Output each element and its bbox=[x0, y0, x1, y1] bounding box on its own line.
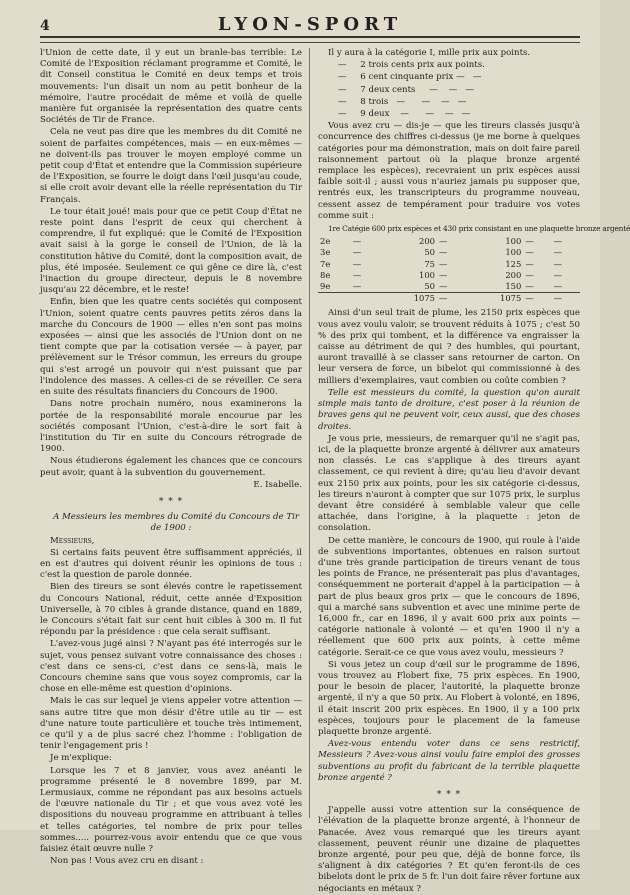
prize-table-heading: 1re Catégie 600 prix espèces et 430 prix consistant en une plaquette bronze argenté bbox=[328, 224, 630, 234]
paragraph: Mais le cas sur lequel je viens appeler votre attention — sans autre titre que mon désir d'être utile au tir — est d'une nature toute particulière et touche très intimement, ce qu'il y a de plus sacré chez l'homme : l'obligation de tenir l'engagement pris ! bbox=[40, 696, 302, 752]
table-cell: 150 bbox=[505, 281, 522, 292]
table-cell: — bbox=[553, 258, 563, 269]
table-row bbox=[318, 259, 580, 270]
table-cell: 2e bbox=[320, 236, 331, 247]
table-cell: — bbox=[352, 236, 362, 247]
paragraph: Ainsi d'un seul trait de plume, les 2150 prix espèces que vous avez voulu valoir, se trouvent réduits à 1075 ; c'est 50 % des prix qui tombent, et la différence va engraisser la caisse au détriment de qui ? des humbles, qui pourtant, auront travaillé à se classer sans retourner de carton. On leur versera de force, un bibelot qui commissionné à des milliers d'exemplaires, vaut combien ou coûte combien ? bbox=[318, 308, 580, 386]
table-cell: 3e bbox=[320, 247, 331, 258]
table-cell: — bbox=[439, 281, 448, 292]
masthead: LYON-SPORT bbox=[217, 14, 403, 35]
table-cell: — bbox=[553, 236, 563, 247]
table-cell: 200 bbox=[505, 269, 522, 280]
table-cell: — bbox=[525, 236, 534, 247]
table-cell: — bbox=[352, 281, 362, 292]
header-rule bbox=[40, 42, 580, 43]
paragraph: Le tour était joué! mais pour que ce petit Coup d'État ne reste point dans l'esprit de ceux qui cherchent à comprendre, il fut expliqué: que le Comité de l'Exposition avait saisi à la gorge le conseil de l'Union, de là la constitution hâtive du Comité, dont la composition avait, de plus, été imposée. Seulement ce qui gêne ce dire là, c'est l'inaction du groupe directeur, depuis le 8 novembre jusqu'au 22 décembre, et le reste! bbox=[40, 206, 302, 296]
table-cell: — bbox=[525, 247, 534, 258]
table-cell: 1075 bbox=[379, 293, 437, 305]
salutation: Messieurs, bbox=[50, 535, 95, 546]
prize-table bbox=[318, 236, 580, 304]
table-row bbox=[318, 247, 580, 258]
table-cell: — bbox=[352, 269, 362, 280]
paragraph: Avez-vous entendu voter dans ce sens restrictif, Messieurs ? Avez-vous ainsi voulu faire emploi des grosses subventions au profit du fabricant de la terrible plaquette bronze argenté ? bbox=[318, 739, 580, 783]
paragraph: Non pas ! Vous avez cru en disant : bbox=[50, 856, 204, 867]
table-cell: 50 bbox=[424, 247, 436, 258]
table-row bbox=[318, 270, 580, 281]
table-cell: — bbox=[439, 247, 448, 258]
paragraph: Il y aura à la catégorie I, mille prix aux points. bbox=[328, 48, 531, 58]
section-separator: * * * bbox=[158, 496, 184, 507]
column-divider bbox=[309, 48, 310, 818]
paragraph: Enfin, bien que les quatre cents sociétés qui composent l'Union, soient quatre cents pauvres petits zéros dans la marche du Concours de 1900 — elles n'en sont pas moins exposées — ainsi que les associés de l'Union dont on ne tient compte que par la cotisation versée — à payer, par prélèvement sur le Trésor commun, les erreurs du groupe qui s'est arrogé un pouvoir qui n'est puissant que par l'indolence des masses. A celles-ci de se réveiller. Ce sera en suite des résultats financiers du Concours de 1900. bbox=[40, 297, 302, 398]
page-header bbox=[40, 16, 580, 38]
prize-line: — 2 trois cents prix aux points. bbox=[338, 60, 485, 71]
table-cell: 50 bbox=[424, 281, 436, 292]
paragraph: Si vous jetez un coup d'œil sur le programme de 1896, vous trouvez au Flobert fixe, 75 prix espèces. En 1900, pour le besoin de placer, l'autorité, la plaquette bronze argenté, il n'y a que 50 prix. Au Flobert à volonté, en 1896, il était inscrit 200 prix espèces. En 1900, il y a 100 prix espèces, toujours pour le placement de la fameuse plaquette bronze argenté. bbox=[318, 659, 580, 737]
section-separator: * * * bbox=[436, 790, 462, 800]
table-cell: 1075 bbox=[465, 293, 523, 305]
prize-line: — 7 deux cents — — — bbox=[338, 84, 475, 95]
table-cell: 9e bbox=[320, 281, 331, 292]
table-cell: — bbox=[437, 293, 465, 305]
table-cell: — bbox=[525, 258, 534, 269]
paragraph: Nous étudierons également les chances que ce concours peut avoir, quant à la subvention du gouvernement. bbox=[40, 456, 302, 478]
table-cell: — bbox=[439, 269, 448, 280]
table-cell: 75 bbox=[424, 258, 436, 269]
paragraph: De cette manière, le concours de 1900, qui roule à l'aide de subventions importantes, obtenues en raison surtout d'une très grande participation de tireurs venant de tous les points de France, ne présenterait pas plus d'avantages, conséquemment ne porterait d'appel à la participation — à part de plus beaux gros prix — que le concours de 1896, qui a marché sans subvention et avec une minime perte de 16,000 fr., car en 1896, il y avait 600 prix aux points — catégorie nationale à volonté — et qu'en 1900 il n'y a réellement que 600 prix aux points, à cette même catégorie. Serait-ce ce que vous avez voulu, messieurs ? bbox=[318, 535, 580, 658]
table-cell: — bbox=[352, 247, 362, 258]
prize-line: — 6 cent cinquante prix — — bbox=[338, 72, 482, 83]
table-cell: — bbox=[552, 293, 580, 305]
paragraph: L'avez-vous jugé ainsi ? N'ayant pas été interrogés sur le sujet, vous pensez suivant votre connaissance des choses : c'est dans ce sens-ci, c'est dans ce sens-là, mais le Concours chemine sans que vous soyez compromis, car la chose en elle-même est question d'opinions. bbox=[40, 639, 302, 695]
paragraph: Je m'explique: bbox=[50, 753, 112, 764]
signature: E. Isabelle. bbox=[253, 479, 302, 490]
paragraph: J'appelle aussi votre attention sur la conséquence de l'élévation de la plaquette bronze argenté, à l'honneur de Panacée. Avez vous remarqué que les tireurs ayant classement, peuvent réunir une dizaine de plaquettes bronze argenté, pour peu que, déjà de bonne force, ils s'alignent à dix catégories ? Et qu'en feront-ils de ces bibelots dont le prix de 5 fr. l'un doit faire rêver fortune aux négociants en métaux ? bbox=[318, 805, 580, 894]
page-number: 4 bbox=[40, 18, 50, 34]
table-cell: — bbox=[553, 269, 563, 280]
table-cell: 7e bbox=[320, 258, 331, 269]
table-row bbox=[318, 281, 580, 293]
table-cell: — bbox=[523, 293, 551, 305]
paragraph: Vous avez cru — dis-je — que les tireurs classés jusqu'à concurrence des chiffres ci-dessus (je me borne à quelques catégories pour ma démonstration, mais on doit faire pareil raisonnement partout où la plaque bronze argenté remplace les espèces), recevraient un prix espèces aussi faible soit-il ; aussi vous n'auriez jamais pu supposer que, rentrés eux, les transcripteurs du programme nouveau, cessent assez de tempérament pour traduire vos votes comme suit : bbox=[318, 121, 580, 221]
table-row bbox=[318, 236, 580, 247]
paragraph: Telle est messieurs du comité, la question qu'on aurait simple mais tanto de droiture, c'est poser à la réunion de braves gens qui ne peuvent voir, ceux aussi, que des choses droites. bbox=[318, 387, 580, 432]
paragraph: Si certains faits peuvent être suffisamment appréciés, il en est d'autres qui doivent réunir les opinions de tous : c'est la question de parole donnée. bbox=[40, 547, 302, 581]
letter-title: A Messieurs les membres du Comité du Concours de Tir de 1900 : bbox=[53, 512, 299, 534]
paragraph: Lorsque les 7 et 8 janvier, vous avez anéanti le programme présenté le 8 novembre 1899, par M. Lermusiaux, comme ne répondant pas aux besoins actuels de l'œuvre nationale du Tir ; et que vous avez voté les dispositions du nouveau programme en attribuant à telles et telles catégories, tel nombre de prix pour telles sommes..... pourrez-vous avoir entendu que ce que vous faisiez était œuvre nulle ? bbox=[40, 765, 302, 855]
paragraph: Cela ne veut pas dire que les membres du dit Comité ne soient de parfaites compétences, mais — en eux-mêmes — ne doivent-ils pas trouver le moyen employé comme un petit coup d'État et entendre que la Commission supérieure de l'Exposition, se fourre le doigt dans l'œil jusqu'au coude, si elle croit avoir devant elle la réelle représentation du Tir Français. bbox=[40, 127, 302, 205]
table-cell: 100 bbox=[505, 247, 522, 258]
table-cell: — bbox=[553, 247, 563, 258]
table-cell: 8e bbox=[320, 269, 331, 280]
paragraph: Dans notre prochain numéro, nous examinerons la portée de la responsabilité morale encourue par les sociétés composant l'Union, c'est-à-dire le sort fait à l'institution du Tir en suite du Concours rétrograde de 1900. bbox=[40, 399, 302, 455]
left-column bbox=[40, 48, 302, 867]
table-cell: — bbox=[553, 281, 563, 292]
table-cell: — bbox=[525, 269, 534, 280]
table-cell: 200 bbox=[419, 236, 436, 247]
prize-line: — 9 deux — — — — bbox=[338, 109, 471, 120]
table-cell: 100 bbox=[419, 269, 436, 280]
paragraph: Bien des tireurs se sont élevés contre le rapetissement du Concours National, réduit, cette année d'Exposition Universelle, à 70 cibles à grande distance, quand en 1889, le Concours s'était fait sur cent huit cibles à 300 m. Il fut répondu par la présidence : que cela serait suffisant. bbox=[40, 582, 302, 638]
table-cell: — bbox=[439, 236, 448, 247]
table-cell: — bbox=[352, 258, 362, 269]
table-cell bbox=[351, 293, 379, 305]
table-cell: — bbox=[525, 281, 534, 292]
paragraph: Je vous prie, messieurs, de remarquer qu'il ne s'agit pas, ici, de la plaquette bronze argenté à délivrer aux amateurs non classés. Le cas s'applique à des tireurs ayant classement, ce qui revient à dire; qu'au lieu d'avoir devant eux 2150 prix aux points, pour les six catégorie ci-dessus, les tireurs n'auront à compter que sur 1075 prix, le surplus devant être considéré à semblable valeur que celle attachée, dans l'origine, à la plaquette : jeton de consolation. bbox=[318, 433, 580, 534]
prize-line: — 8 trois — — — — bbox=[338, 96, 467, 107]
paragraph: l'Union de cette date, il y eut un branle-bas terrible: Le Comité de l'Exposition réclamant programme et Comité, le dit Conseil constitua le Comité en deux temps et trois mouvements: l'un disait un nom au petit bonheur de la mémoire, l'autre procédait de même et voilà de quelle manière fut organisée la représentation des quatre cents Sociétés de Tir de France. bbox=[40, 48, 302, 126]
table-total-row bbox=[318, 293, 580, 305]
table-cell: 100 bbox=[505, 236, 522, 247]
right-column bbox=[318, 48, 630, 894]
table-cell: — bbox=[439, 258, 448, 269]
table-cell bbox=[318, 293, 351, 305]
table-cell: 125 bbox=[505, 258, 522, 269]
